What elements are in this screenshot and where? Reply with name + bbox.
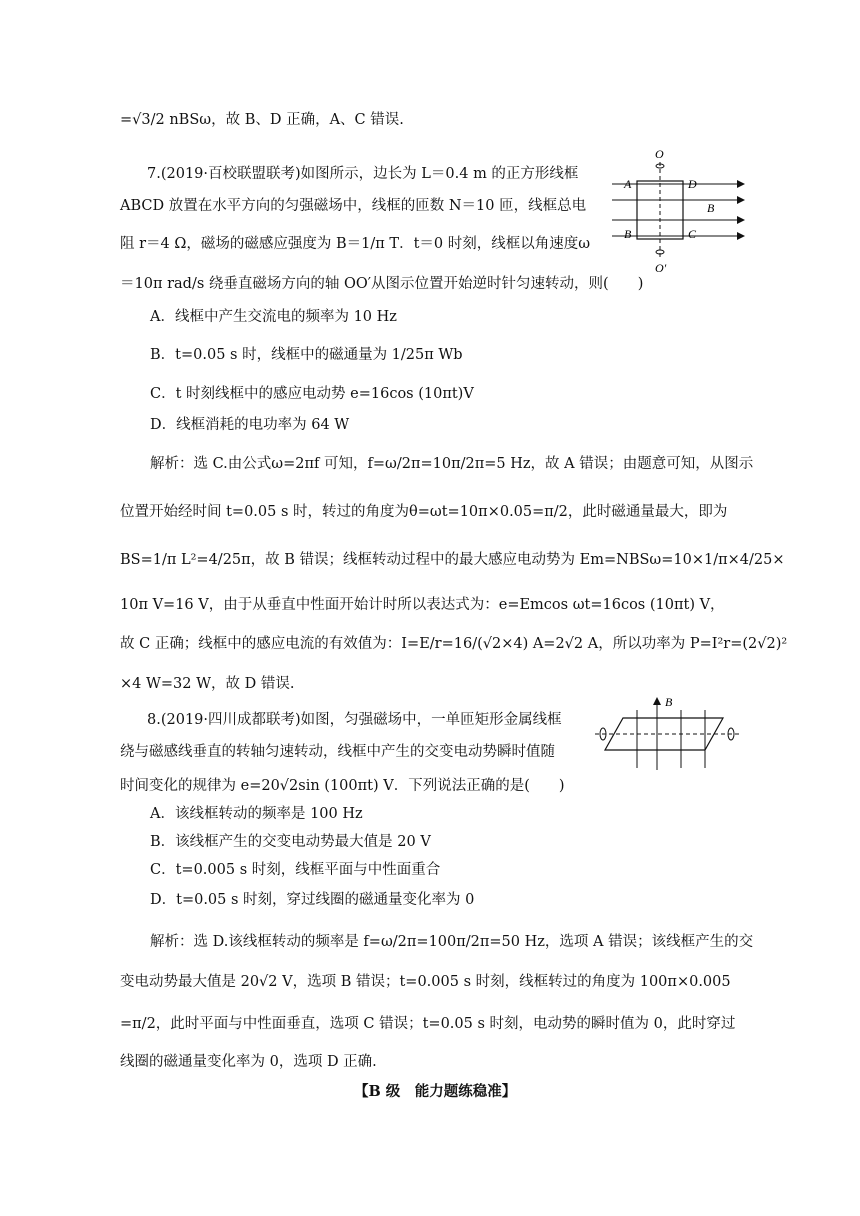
q7-solution-5: 故 C 正确；线框中的感应电流的有效值为：I=E/r=16/(√2×4) A=2√2 A，所以功率为 P=I²r=(2√2)² — [120, 636, 788, 652]
q8-option-d: D．t=0.05 s 时刻，穿过线圈的磁通量变化率为 0 — [150, 892, 475, 908]
q8-line-3: 时间变化的规律为 e=20√2sin (100πt) V．下列说法正确的是( ) — [120, 778, 565, 794]
q7-fig-label-b-field: B — [707, 201, 715, 215]
q8-solution-4: 线圈的磁通量变化率为 0，选项 D 正确. — [120, 1054, 377, 1070]
q7-fig-label-o-prime: O′ — [655, 261, 667, 275]
q7-line-1: 7.(2019·百校联盟联考)如图所示，边长为 L＝0.4 m 的正方形线框 — [147, 166, 579, 182]
q7-solution-4: 10π V=16 V，由于从垂直中性面开始计时所以表达式为：e=Emcos ωt=16cos (10πt) V， — [120, 597, 725, 613]
q7-fig-label-a: A — [624, 177, 632, 191]
q7-figure-square-coil — [612, 148, 752, 276]
q7-line-2: ABCD 放置在水平方向的匀强磁场中，线框的匝数 N＝10 匝，线框总电 — [120, 198, 587, 214]
q7-line-3: 阻 r＝4 Ω，磁场的磁感应强度为 B＝1/π T．t＝0 时刻，线框以角速度ω — [120, 236, 591, 252]
q7-fig-label-d: D — [688, 177, 697, 191]
q8-option-b: B．该线框产生的交变电动势最大值是 20 V — [150, 834, 431, 850]
q8-solution-1: 解析：选 D.该线框转动的频率是 f=ω/2π=100π/2π=50 Hz，选项 A 错误；该线框产生的交 — [150, 934, 754, 950]
q8-line-2: 绕与磁感线垂直的转轴匀速转动，线框中产生的交变电动势瞬时值随 — [120, 744, 555, 760]
section-title: 【B 级 能力题练稳准】 — [354, 1083, 517, 1100]
q8-fig-label-b: B — [665, 695, 673, 709]
q7-option-d: D．线框消耗的电功率为 64 W — [150, 417, 350, 433]
q7-fig-label-o: O — [655, 148, 664, 161]
q8-option-c: C．t=0.005 s 时刻，线框平面与中性面重合 — [150, 862, 441, 878]
q8-figure-rotating-coil — [593, 694, 743, 774]
q8-line-1: 8.(2019·四川成都联考)如图，匀强磁场中，一单匝矩形金属线框 — [147, 712, 562, 728]
q7-option-c: C．t 时刻线框中的感应电动势 e=16cos (10πt)V — [150, 386, 474, 402]
q7-solution-6: ×4 W=32 W，故 D 错误. — [120, 676, 295, 692]
q7-line-4: ＝10π rad/s 绕垂直磁场方向的轴 OO′从图示位置开始逆时针匀速转动，则( ) — [120, 276, 644, 292]
q7-fig-label-c: C — [688, 227, 697, 241]
q7-option-b: B．t=0.05 s 时，线框中的磁通量为 1/25π Wb — [150, 347, 463, 363]
q7-solution-2: 位置开始经时间 t=0.05 s 时，转过的角度为θ=ωt=10π×0.05=π/2，此时磁通量最大，即为 — [120, 504, 728, 520]
q8-option-a: A．该线框转动的频率是 100 Hz — [150, 806, 363, 822]
q7-fig-label-b: B — [624, 227, 632, 241]
q8-solution-3: =π/2，此时平面与中性面垂直，选项 C 错误；t=0.05 s 时刻，电动势的瞬时值为 0，此时穿过 — [120, 1016, 736, 1032]
q8-solution-2: 变电动势最大值是 20√2 V，选项 B 错误；t=0.005 s 时刻，线框转过的角度为 100π×0.005 — [120, 974, 731, 990]
q7-solution-3: BS=1/π L²=4/25π，故 B 错误；线框转动过程中的最大感应电动势为 Em=NBSω=10×1/π×4/25× — [120, 552, 785, 568]
q7-solution-1: 解析：选 C.由公式ω=2πf 可知，f=ω/2π=10π/2π=5 Hz，故 A 错误；由题意可知，从图示 — [150, 456, 754, 472]
prev-answer-line: =√3/2 nBSω，故 B、D 正确，A、C 错误. — [120, 112, 404, 128]
q7-option-a: A．线框中产生交流电的频率为 10 Hz — [150, 309, 397, 325]
